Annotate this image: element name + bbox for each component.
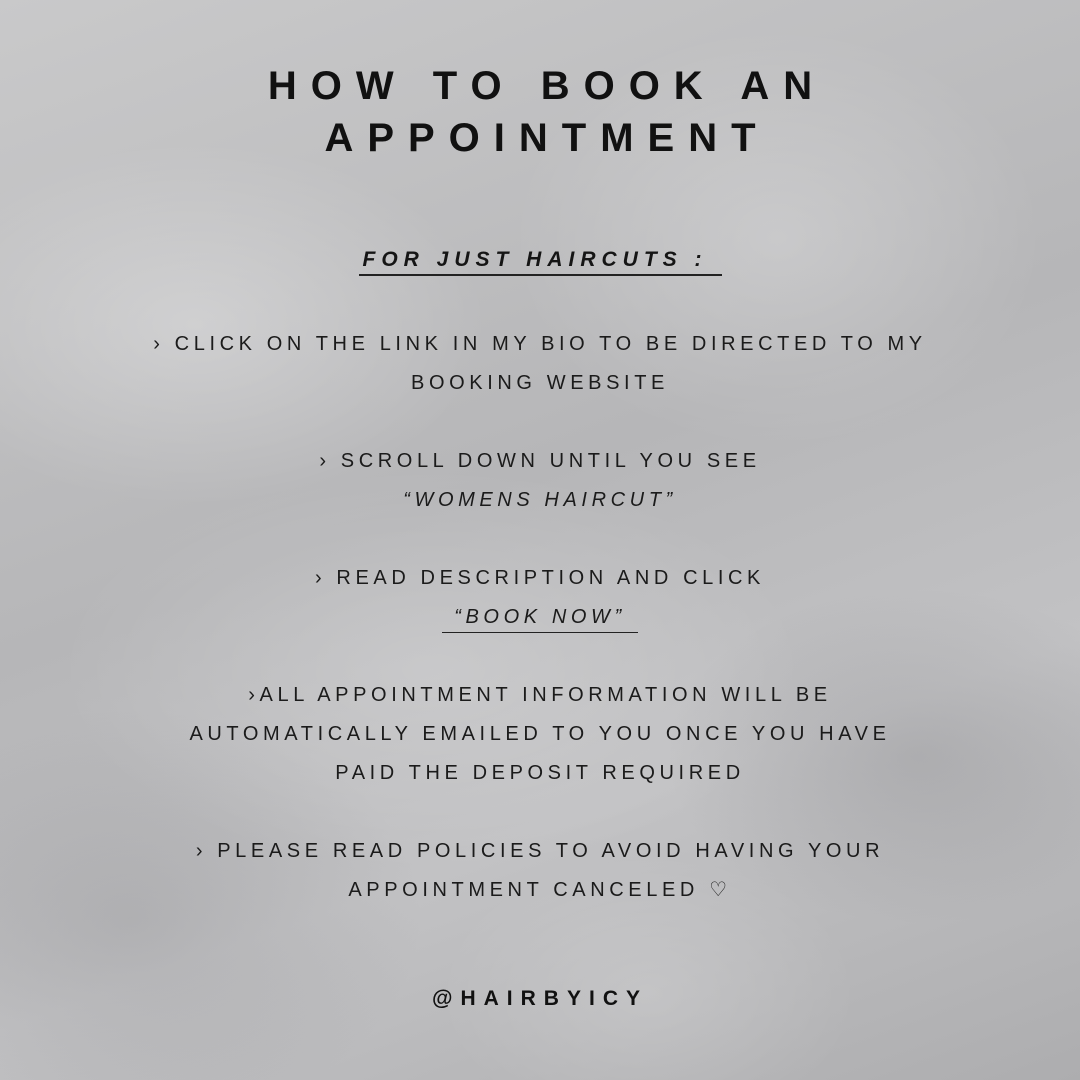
instruction-step-1: [0, 325, 1080, 403]
step-3-line-1: › READ DESCRIPTION AND CLICK: [315, 567, 765, 589]
step-5-line-2: APPOINTMENT CANCELED ♡: [348, 879, 732, 901]
instruction-step-3: [0, 559, 1080, 637]
step-4-line-3: PAID THE DEPOSIT REQUIRED: [335, 762, 745, 784]
step-2-service-name: “WOMENS HAIRCUT”: [403, 489, 677, 511]
section-heading-text: FOR JUST HAIRCUTS :: [359, 246, 722, 276]
instruction-step-2: [0, 442, 1080, 520]
step-1-line-1: › CLICK ON THE LINK IN MY BIO TO BE DIRECTED TO MY: [153, 333, 927, 355]
step-5-line-1: › PLEASE READ POLICIES TO AVOID HAVING YOUR: [195, 840, 885, 862]
section-heading: [0, 246, 1080, 276]
title-line-2: APPOINTMENT: [324, 116, 770, 160]
step-4-line-1: ›ALL APPOINTMENT INFORMATION WILL BE: [248, 684, 832, 706]
title-line-1: HOW TO BOOK AN: [267, 64, 827, 108]
step-2-line-1: › SCROLL DOWN UNTIL YOU SEE: [319, 450, 761, 472]
step-1-line-2: BOOKING WEBSITE: [411, 372, 669, 394]
instruction-step-4: [0, 676, 1080, 793]
instruction-step-5: [0, 832, 1080, 910]
step-4-line-2: AUTOMATICALLY EMAILED TO YOU ONCE YOU HAVE: [189, 723, 891, 745]
social-handle: @HAIRBYICY: [432, 987, 648, 1010]
book-now-label: “BOOK NOW”: [442, 602, 638, 633]
page-title: [0, 60, 1080, 164]
